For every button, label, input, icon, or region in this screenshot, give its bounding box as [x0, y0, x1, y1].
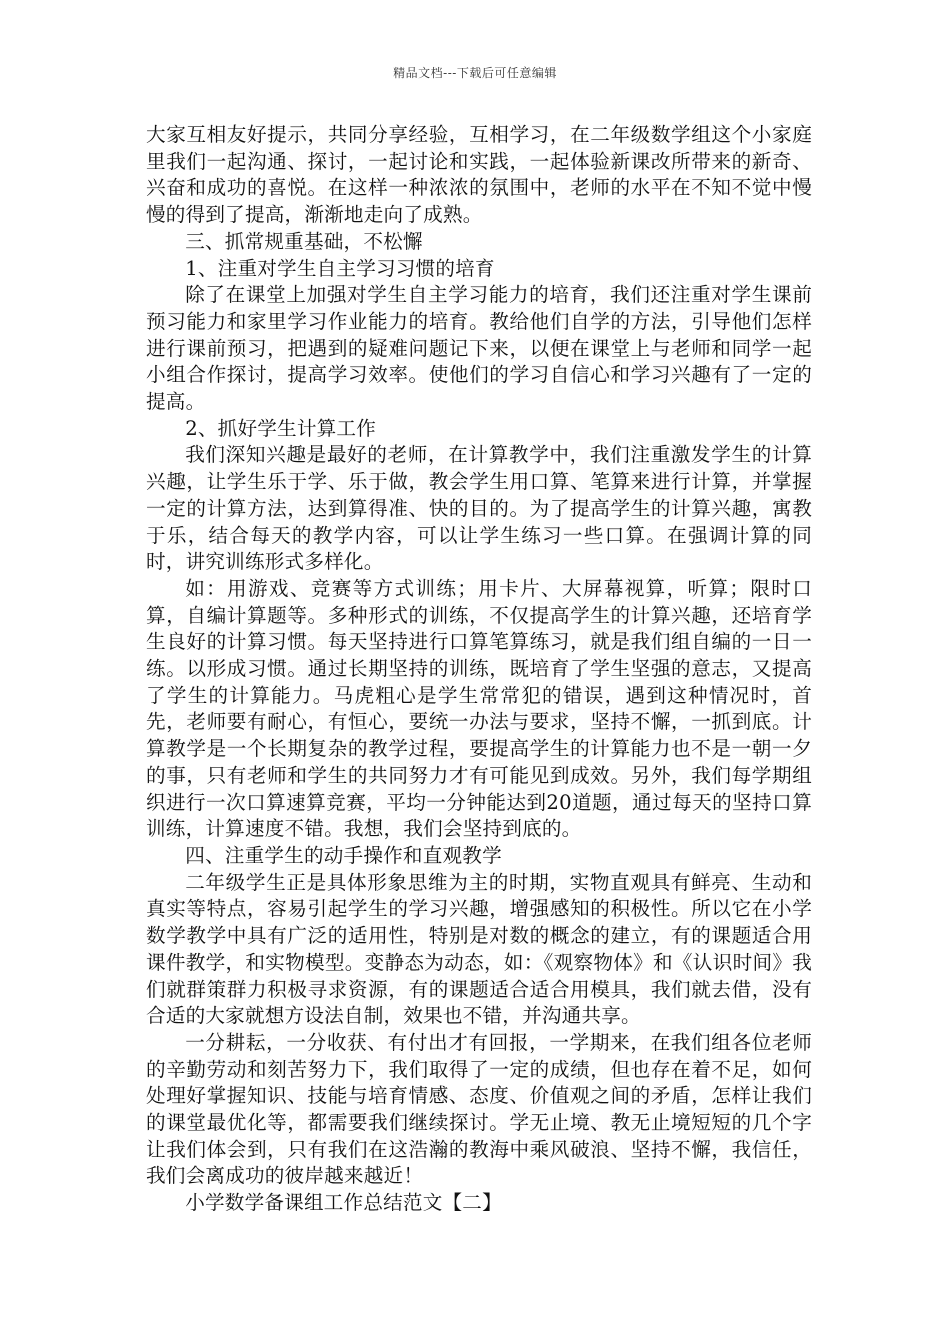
paragraph-6: 一分耕耘，一分收获、有付出才有回报，一学期来，在我们组各位老师的辛勤劳动和刻苦努力下，我们取得了一定的成绩，但也存在着不足，如何处理好掌握知识、技能与培育情感、态度、价值观之间的矛盾，怎样让我们的课堂最优化等，都需要我们继续探讨。学无止境、教无止境短短的几个字让我们体会到，只有我们在这浩瀚的教海中乘风破浪、坚持不懈，我信任，我们会离成功的彼岸越来越近！	[146, 1030, 812, 1188]
document-body	[146, 122, 812, 1217]
subsection-heading-1: 1、注重对学生自主学习习惯的培育	[185, 256, 495, 280]
paragraph-4: 如：用游戏、竞赛等方式训练；用卡片、大屏幕视算，听算；限时口算，自编计算题等。多种形式的训练，不仅提高学生的计算兴趣，还培育学生良好的计算习惯。每天坚持进行口算笔算练习，就是我们组自编的一日一练。以形成习惯。通过长期坚持的训练，既培育了学生坚强的意志，又提高了学生的计算能力。马虎粗心是学生常常犯的错误，遇到这种情况时，首先，老师要有耐心，有恒心，要统一办法与要求，坚持不懈，一抓到底。计算教学是一个长期复杂的教学过程，要提高学生的计算能力也不是一朝一夕的事，只有老师和学生的共同努力才有可能见到成效。另外，我们每学期组织进行一次口算速算竞赛，平均一分钟能达到20道题，通过每天的坚持口算训练，计算速度不错。我想，我们会坚持到底的。	[146, 576, 812, 841]
next-section-title: 小学数学备课组工作总结范文【二】	[185, 1191, 502, 1215]
section-heading-3: 三、抓常规重基础，不松懈	[185, 229, 423, 253]
section-heading-4: 四、注重学生的动手操作和直观教学	[185, 843, 502, 867]
paragraph-3: 我们深知兴趣是最好的老师，在计算教学中，我们注重激发学生的计算兴趣，让学生乐于学、乐于做，教会学生用口算、笔算来进行计算，并掌握一定的计算方法，达到算得准、快的目的。为了提高学生的计算兴趣，寓教于乐，结合每天的教学内容，可以让学生练习一些口算。在强调计算的同时，讲究训练形式多样化。	[146, 443, 812, 574]
paragraph-5: 二年级学生正是具体形象思维为主的时期，实物直观具有鲜亮、生动和真实等特点，容易引起学生的学习兴趣，增强感知的积极性。所以它在小学数学教学中具有广泛的适用性，特别是对数的概念的建立，有的课题适合用课件教学，和实物模型。变静态为动态，如：《观察物体》和《认识时间》我们就群策群力积极寻求资源，有的课题适合适合用模具，我们就去借，没有合适的大家就想方设法自制，效果也不错，并沟通共享。	[146, 870, 812, 1028]
page-header: 精品文档---下载后可任意编辑	[393, 66, 557, 80]
paragraph-2: 除了在课堂上加强对学生自主学习能力的培育，我们还注重对学生课前预习能力和家里学习作业能力的培育。教给他们自学的方法，引导他们怎样进行课前预习，把遇到的疑难问题记下来，以便在课堂上与老师和同学一起小组合作探讨，提高学习效率。使他们的学习自信心和学习兴趣有了一定的提高。	[146, 283, 812, 414]
paragraph-1: 大家互相友好提示，共同分享经验，互相学习，在二年级数学组这个小家庭里我们一起沟通、探讨，一起讨论和实践，一起体验新课改所带来的新奇、兴奋和成功的喜悦。在这样一种浓浓的氛围中，老师的水平在不知不觉中慢慢的得到了提高，渐渐地走向了成熟。	[146, 123, 812, 227]
subsection-heading-2: 2、抓好学生计算工作	[185, 416, 376, 440]
